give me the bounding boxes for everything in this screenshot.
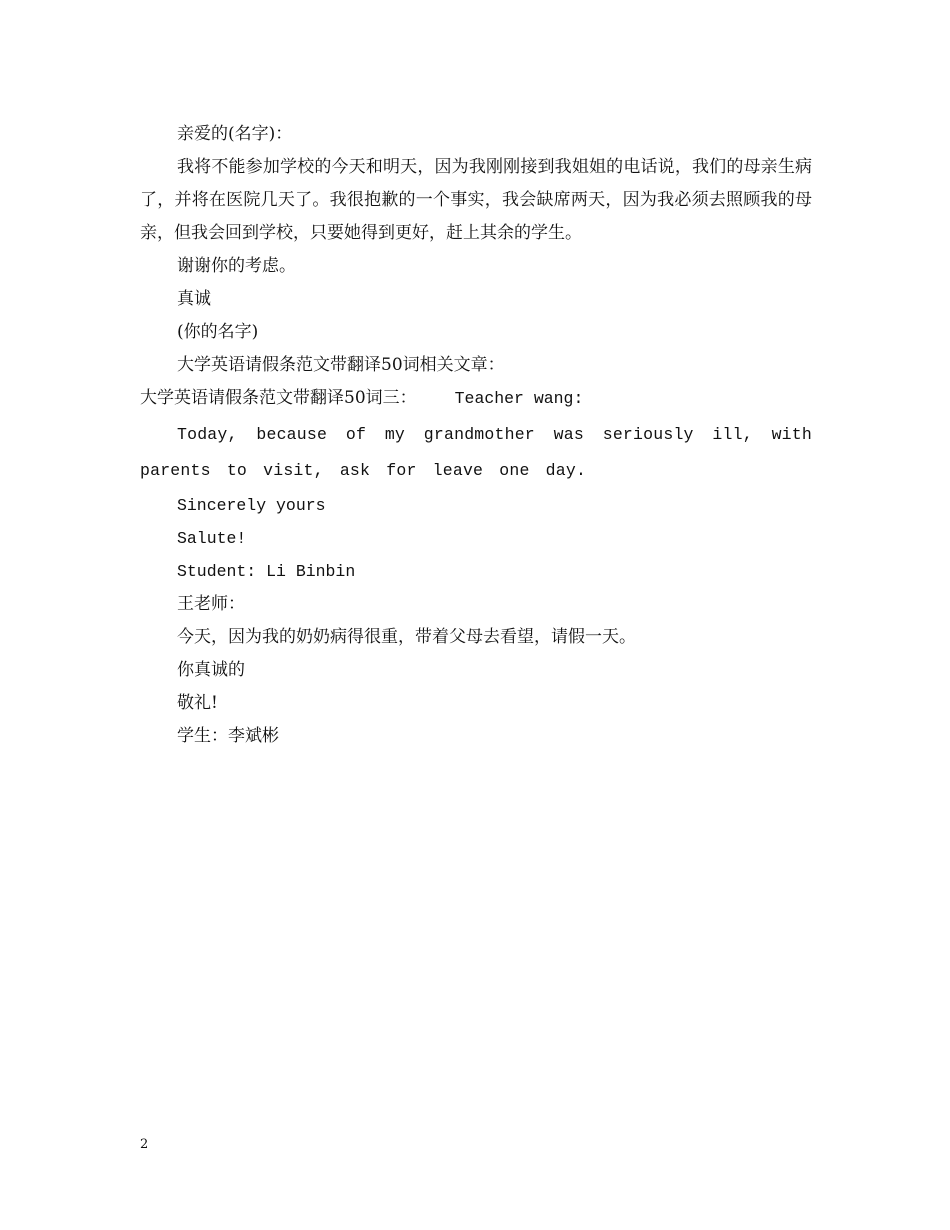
section-heading-line — [140, 382, 812, 415]
english-closing-sincerely: Sincerely yours — [177, 496, 326, 515]
letter-paragraph: 我将不能参加学校的今天和明天，因为我刚刚接到我姐姐的电话说，我们的母亲生病了，并将在医院几天了。我很抱歉的一个事实，我会缺席两天，因为我必须去照顾我的母亲，但我会回到学校，只要她得到更好，赶上其余的学生。 — [140, 157, 812, 243]
thanks-line: 谢谢你的考虑。 — [177, 256, 296, 276]
chinese-signature: 学生：李斌彬 — [177, 726, 279, 746]
english-signature: Student: Li Binbin — [177, 562, 356, 581]
signature-placeholder: (你的名字) — [177, 322, 259, 342]
chinese-closing-sincerely: 你真诚的 — [177, 660, 245, 680]
related-articles-label: 大学英语请假条范文带翻译50词相关文章： — [177, 355, 505, 375]
english-greeting: Teacher wang: — [454, 389, 584, 408]
salutation: 亲爱的(名字)： — [177, 124, 293, 144]
chinese-greeting: 王老师： — [177, 594, 245, 614]
english-body: Today, because of my grandmother was seriously ill, with parents to visit, ask for leave one day. — [140, 425, 812, 480]
chinese-closing-salute: 敬礼! — [177, 693, 218, 713]
section-heading: 大学英语请假条范文带翻译50词三： — [140, 388, 417, 408]
letter-body — [140, 118, 812, 753]
page-number: 2 — [140, 1137, 149, 1152]
closing-line: 真诚 — [177, 289, 211, 309]
english-closing-salute: Salute! — [177, 529, 247, 548]
chinese-body: 今天，因为我的奶奶病得很重，带着父母去看望，请假一天。 — [177, 627, 636, 647]
